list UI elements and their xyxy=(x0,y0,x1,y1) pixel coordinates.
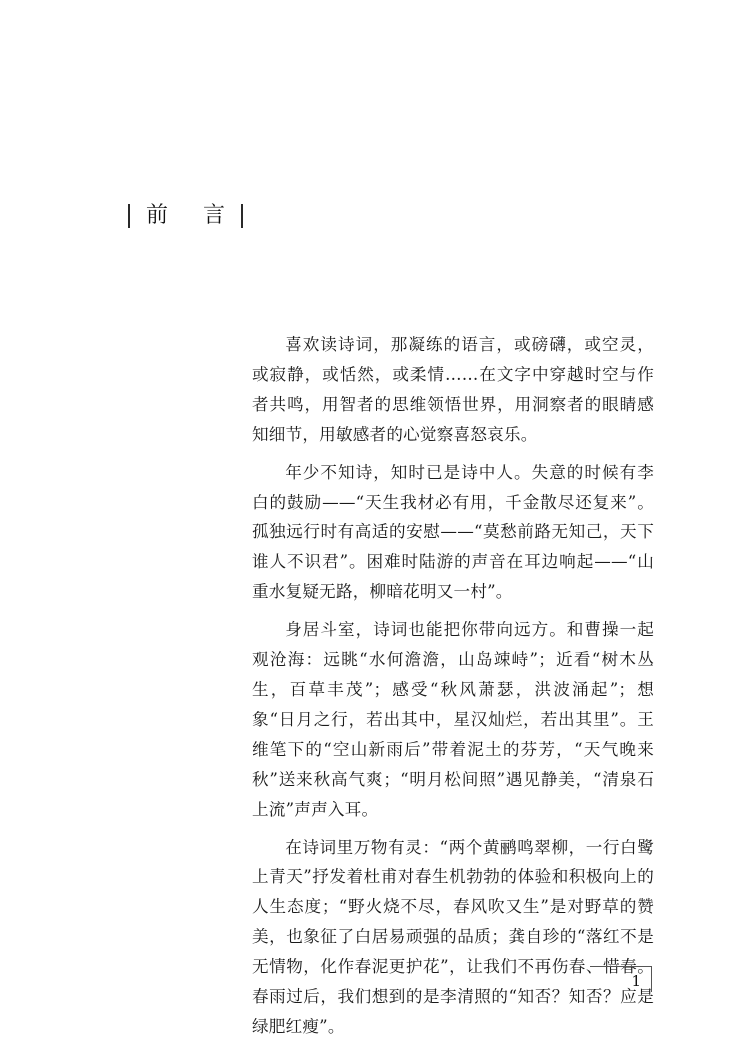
paragraph-2: 年少不知诗，知时已是诗中人。失意的时候有李白的鼓励——“天生我材必有用，千金散尽还复来”。孤独远行时有高适的安慰——“莫愁前路无知己，天下谁人不识君”。困难时陆游的声音在耳边响起——“山重水复疑无路，柳暗花明又一村”。 xyxy=(252,462,654,602)
section-heading xyxy=(128,200,243,232)
page-number: 1 xyxy=(631,972,641,990)
page-number-frame xyxy=(590,966,652,992)
page-title: 前 言 xyxy=(146,203,239,228)
paragraph-3: 身居斗室，诗词也能把你带向远方。和曹操一起观沧海：远眺“水何澹澹，山岛竦峙”；近看“树木丛生，百草丰茂”；感受“秋风萧瑟，洪波涌起”；想象“日月之行，若出其中，星汉灿烂，若出其里”。王维笔下的“空山新雨后”带着泥土的芬芳，“天气晚来秋”送来秋高气爽；“明月松间照”遇见静美，“清泉石上流”声声入耳。 xyxy=(252,620,654,819)
paragraph-1: 喜欢读诗词，那凝练的语言，或磅礴，或空灵，或寂静，或恬然，或柔情……在文字中穿越时空与作者共鸣，用智者的思维领悟世界，用洞察者的眼睛感知细节，用敏感者的心觉察喜怒哀乐。 xyxy=(252,335,654,444)
heading-right-bar xyxy=(241,204,243,228)
body-text xyxy=(252,330,654,1050)
paragraph-4: 在诗词里万物有灵：“两个黄鹂鸣翠柳，一行白鹭上青天”抒发着杜甫对春生机勃勃的体验和积极向上的人生态度；“野火烧不尽，春风吹又生”是对野草的赞美，也象征了白居易顽强的品质；龚自珍的“落红不是无情物，化作春泥更护花”，让我们不再伤春、惜春。春雨过后，我们想到的是李清照的“知否？知否？应是绿肥红瘦”。 xyxy=(252,837,654,1036)
